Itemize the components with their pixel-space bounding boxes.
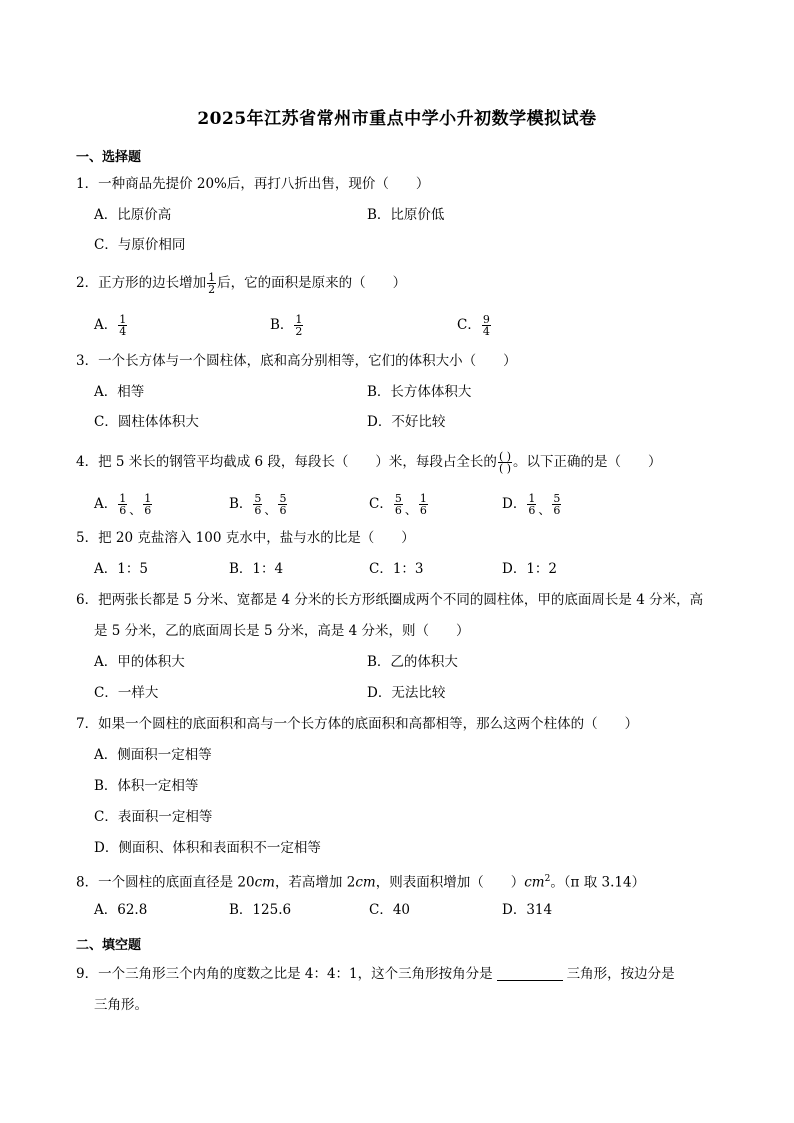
fraction-denominator: 4 — [482, 325, 490, 338]
question-1-stem: 1．一种商品先提价 20%后，再打八折出售，现价（ ） — [76, 176, 430, 192]
question-3-stem: 3．一个长方体与一个圆柱体，底和高分别相等，它们的体积大小（ ） — [76, 353, 517, 369]
fraction — [253, 493, 262, 516]
question-4-option-d — [502, 493, 562, 519]
fraction — [207, 272, 216, 295]
unit-cm: cm — [254, 874, 275, 891]
fraction-denominator: ( ) — [498, 462, 512, 475]
question-1-option-a: A．比原价高 — [94, 207, 172, 223]
separator: 、 — [538, 503, 551, 517]
question-7-option-d: D．侧面积、体积和表面积不一定相等 — [94, 840, 321, 856]
question-9-stem-text: 9．一个三角形三个内角的度数之比是 4：4：1，这个三角形按角分是 — [76, 966, 493, 982]
question-6-stem-line2: 是 5 分米，乙的底面周长是 5 分米，高是 4 分米，则（ ） — [94, 623, 470, 639]
fraction-denominator: 6 — [254, 504, 262, 517]
fraction-denominator: 6 — [419, 504, 427, 517]
option-label: C． — [457, 317, 481, 333]
question-9-stem-line2: 三角形。 — [94, 997, 148, 1013]
fraction-numerator: ( ) — [498, 450, 512, 463]
question-6-option-b: B．乙的体积大 — [367, 654, 458, 670]
unit-cm: cm — [355, 874, 376, 891]
question-5-option-c: C．1：3 — [369, 561, 424, 577]
question-8-option-b: B．125.6 — [229, 902, 292, 918]
fraction-numerator: 1 — [419, 492, 427, 505]
question-4-option-b — [229, 493, 288, 519]
question-2-option-c — [457, 314, 492, 337]
fraction — [419, 493, 428, 516]
superscript: 2 — [544, 874, 551, 884]
question-2-option-a — [94, 314, 128, 337]
fraction-denominator: 6 — [394, 504, 402, 517]
page-title: 2025年江苏省常州市重点中学小升初数学模拟试卷 — [197, 109, 597, 129]
fraction-denominator: 6 — [144, 504, 152, 517]
fraction-numerator: 5 — [553, 492, 561, 505]
question-7-option-b: B．体积一定相等 — [94, 778, 199, 794]
question-6-option-c: C．一样大 — [94, 685, 159, 701]
question-1-option-b: B．比原价低 — [367, 207, 445, 223]
question-8-stem — [76, 870, 645, 892]
question-8-option-a: A．62.8 — [94, 902, 148, 918]
fraction-denominator: 4 — [119, 325, 127, 338]
fraction-denominator: 6 — [553, 504, 561, 517]
separator: 、 — [264, 503, 277, 517]
fraction — [118, 493, 127, 516]
option-label: A． — [94, 496, 118, 512]
question-4-stem — [76, 451, 662, 474]
question-7-stem: 7．如果一个圆柱的底面积和高与一个长方体的底面积和高都相等，那么这两个柱体的（ ） — [76, 716, 639, 732]
question-5-option-d: D．1：2 — [502, 561, 558, 577]
fraction-numerator: 1 — [528, 492, 536, 505]
fraction-numerator: 9 — [482, 313, 490, 326]
fraction-denominator: 6 — [119, 504, 127, 517]
fraction-blank — [498, 451, 512, 474]
answer-blank[interactable] — [497, 966, 563, 981]
fraction-numerator: 1 — [144, 492, 152, 505]
fraction-numerator: 5 — [254, 492, 262, 505]
separator: 、 — [129, 503, 142, 517]
question-8-option-c: C．40 — [369, 902, 411, 918]
question-3-option-a: A．相等 — [94, 384, 145, 400]
fraction — [143, 493, 152, 516]
question-9-stem-text: 三角形，按边分是 — [566, 966, 675, 982]
question-2-stem-text: 后，它的面积是原来的（ ） — [217, 275, 407, 291]
question-2-stem-text: 2．正方形的边长增加 — [76, 275, 207, 291]
question-8-stem-text: ，若高增加 2 — [274, 874, 356, 891]
question-4-option-c — [369, 493, 429, 519]
question-8-option-d: D．314 — [502, 902, 553, 918]
fraction-numerator: 5 — [394, 492, 402, 505]
fraction-denominator: 6 — [279, 504, 287, 517]
fraction-numerator: 1 — [295, 313, 303, 326]
question-2-option-b — [270, 314, 304, 337]
question-5-option-b: B．1：4 — [229, 561, 284, 577]
section-heading-choice: 一、选择题 — [76, 150, 142, 165]
question-8-stem-text: ，则表面积增加（ ） — [375, 874, 525, 891]
question-3-option-c: C．圆柱体体积大 — [94, 414, 199, 430]
question-3-option-b: B．长方体体积大 — [367, 384, 472, 400]
question-5-stem: 5．把 20 克盐溶入 100 克水中，盐与水的比是（ ） — [76, 530, 415, 546]
option-label: B． — [270, 317, 294, 333]
fraction-numerator: 1 — [119, 492, 127, 505]
fraction-denominator: 6 — [528, 504, 536, 517]
fraction-numerator: 5 — [279, 492, 287, 505]
question-9-stem — [76, 965, 675, 983]
question-3-option-d: D．不好比较 — [367, 414, 446, 430]
fraction — [294, 314, 303, 337]
question-6-option-a: A．甲的体积大 — [94, 654, 185, 670]
separator: 、 — [404, 503, 417, 517]
fraction — [118, 314, 127, 337]
question-6-stem-line1: 6．把两张长都是 5 分米、宽都是 4 分米的长方形纸圈成两个不同的圆柱体，甲的底面周长是 4 分米，高 — [76, 592, 704, 608]
option-label: B． — [229, 496, 253, 512]
option-label: D． — [502, 496, 527, 512]
fraction — [482, 314, 491, 337]
unit-cm: cm — [524, 874, 545, 891]
question-4-option-a — [94, 493, 153, 519]
question-5-option-a: A．1：5 — [94, 561, 148, 577]
question-7-option-c: C．表面积一定相等 — [94, 809, 213, 825]
question-4-stem-text: 。以下正确的是（ ） — [513, 454, 662, 470]
question-7-option-a: A．侧面积一定相等 — [94, 747, 212, 763]
section-heading-fill: 二、填空题 — [76, 938, 142, 953]
question-1-option-c: C．与原价相同 — [94, 237, 186, 253]
fraction — [527, 493, 536, 516]
option-label: C． — [369, 496, 393, 512]
fraction-denominator: 2 — [295, 325, 303, 338]
fraction-numerator: 1 — [119, 313, 127, 326]
fraction-denominator: 2 — [208, 283, 216, 296]
question-8-stem-text: 。（π 取 3.14） — [550, 874, 646, 891]
question-8-stem-text: 8．一个圆柱的底面直径是 20 — [76, 874, 255, 891]
option-label: A． — [94, 317, 118, 333]
question-4-stem-text: 4．把 5 米长的钢管平均截成 6 段，每段长（ ）米，每段占全长的 — [76, 454, 497, 470]
question-6-option-d: D．无法比较 — [367, 685, 446, 701]
fraction — [552, 493, 561, 516]
question-2-stem — [76, 272, 406, 295]
fraction-numerator: 1 — [208, 271, 216, 284]
fraction — [278, 493, 287, 516]
fraction — [394, 493, 403, 516]
